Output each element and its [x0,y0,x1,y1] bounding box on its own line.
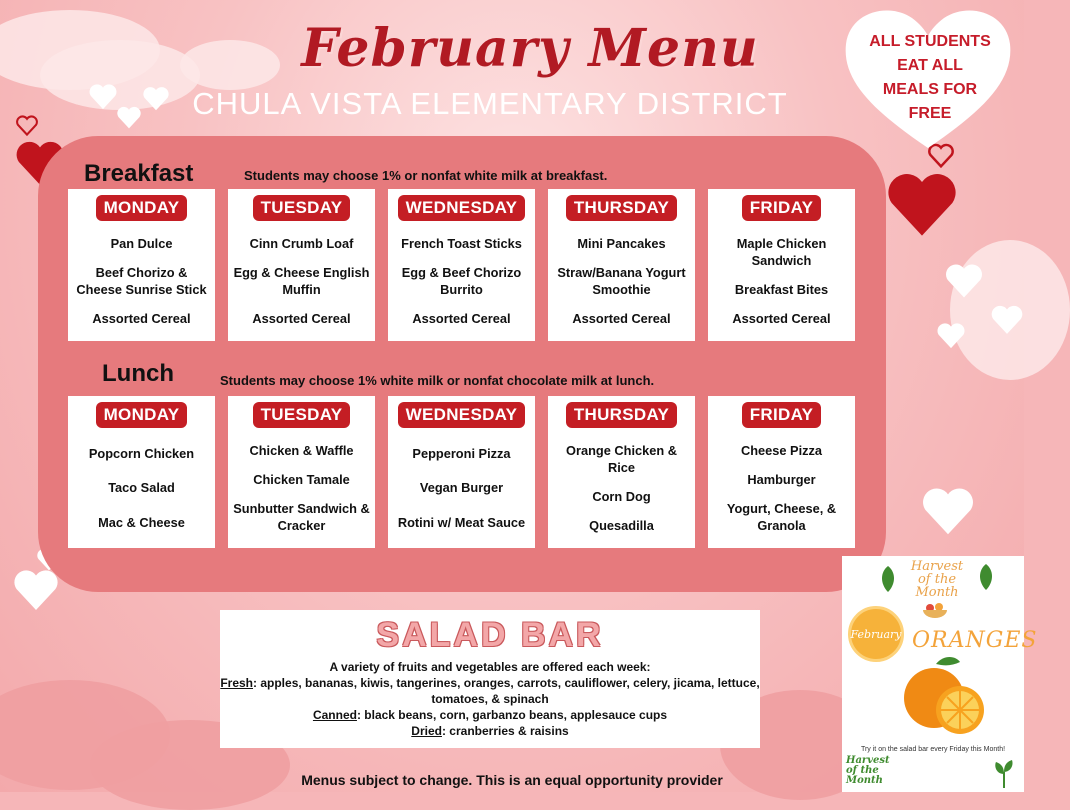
menu-item: Chicken Tamale [253,472,350,487]
menu-item: Pepperoni Pizza [412,445,511,461]
menu-item: Quesadilla [589,518,654,533]
oranges-icon [900,652,990,742]
day-label: FRIDAY [742,402,822,428]
breakfast-milk-note: Students may choose 1% or nonfat white milk at breakfast. [244,168,608,183]
salad-bar-canned: Canned: black beans, corn, garbanzo beans, applesauce cups [312,708,668,722]
day-label: WEDNESDAY [398,195,526,221]
menu-item: Chicken & Waffle [249,443,354,458]
heart-icon [990,302,1024,336]
menu-item: Yogurt, Cheese, & Granola [726,501,837,533]
day-label: WEDNESDAY [398,402,526,428]
district-name: CHULA VISTA ELEMENTARY DISTRICT [192,86,788,121]
salad-bar-intro: A variety of fruits and vegetables are offered each week: [329,660,651,674]
fruit-bowl-icon [922,602,948,618]
day-label: THURSDAY [566,402,677,428]
page-title: February Menu [301,18,759,79]
heart-icon [920,484,976,536]
menu-item: Mac & Cheese [98,515,185,531]
heart-icon [884,168,960,238]
lunch-card-friday [708,396,855,548]
menu-item: Cheese Pizza [740,443,823,458]
salad-bar-title: SALAD BAR [376,616,604,654]
harvest-tagline: Try it on the salad bar every Friday this Month! [860,746,1006,753]
heart-icon [12,566,60,612]
leaf-icon [974,562,998,592]
menu-item: Assorted Cereal [92,311,191,326]
harvest-of-the-month-panel [842,556,1038,792]
lunch-heading: Lunch [102,360,174,387]
menu-item: Assorted Cereal [412,311,511,326]
footer-disclaimer: Menus subject to change. This is an equal opportunity provider [301,772,723,788]
day-label: MONDAY [96,402,188,428]
harvest-fruit-name: ORANGES [912,628,1038,653]
lunch-card-monday [68,396,215,548]
breakfast-card-friday [708,189,855,341]
lunch-card-wednesday [388,396,535,548]
menu-item: Vegan Burger [419,480,504,496]
heart-icon [936,320,966,350]
salad-bar-box [220,610,760,748]
salad-bar-fresh: Fresh: apples, bananas, kiwis, tangerines, oranges, carrots, cauliflower, celery, jicama, lettuce, tomatoes, & spinach [220,676,760,706]
menu-item: Sunbutter Sandwich & Cracker [233,501,370,533]
harvest-title: Harvest of the Month [910,559,964,600]
day-label: THURSDAY [566,195,677,221]
breakfast-card-thursday [548,189,695,341]
harvest-logo: Harvest of the Month [846,755,890,786]
day-label: TUESDAY [253,402,351,428]
menu-item: Beef Chorizo & Cheese Sunrise Stick [76,265,207,297]
lunch-card-thursday [548,396,695,548]
leaf-icon [876,564,900,594]
menu-item: Orange Chicken & Rice [566,443,677,475]
menu-item: Pan Dulce [110,236,173,251]
free-meals-badge: ALL STUDENTS EAT ALL MEALS FOR FREE [869,33,991,122]
day-label: FRIDAY [742,195,822,221]
menu-item: Cinn Crumb Loaf [249,236,354,251]
menu-item: French Toast Sticks [401,236,522,251]
breakfast-card-wednesday [388,189,535,341]
lunch-card-tuesday [228,396,375,548]
day-label: TUESDAY [253,195,351,221]
menu-item: Popcorn Chicken [88,445,195,461]
menu-item: Mini Pancakes [577,236,666,251]
menu-item: Taco Salad [108,480,175,496]
menu-item: Assorted Cereal [252,311,351,326]
breakfast-heading: Breakfast [84,160,194,187]
menu-item: Egg & Beef Chorizo Burrito [401,265,522,297]
breakfast-card-tuesday [228,189,375,341]
lunch-milk-note: Students may choose 1% white milk or nonfat chocolate milk at lunch. [220,373,655,388]
sprout-icon [992,758,1016,788]
menu-item: Hamburger [747,472,816,487]
menu-item: Breakfast Bites [734,282,829,297]
salad-bar-dried: Dried: cranberries & raisins [411,724,569,738]
heart-icon [944,260,984,300]
harvest-month-badge: February [848,606,904,662]
menu-item: Assorted Cereal [572,311,671,326]
menu-item: Assorted Cereal [732,311,831,326]
menu-item: Corn Dog [592,489,651,504]
menu-item: Straw/Banana Yogurt Smoothie [557,265,686,297]
menu-item: Maple Chicken Sandwich [736,236,827,268]
breakfast-card-monday [68,189,215,341]
menu-item: Egg & Cheese English Muffin [233,265,370,297]
menu-item: Rotini w/ Meat Sauce [397,515,526,531]
day-label: MONDAY [96,195,188,221]
